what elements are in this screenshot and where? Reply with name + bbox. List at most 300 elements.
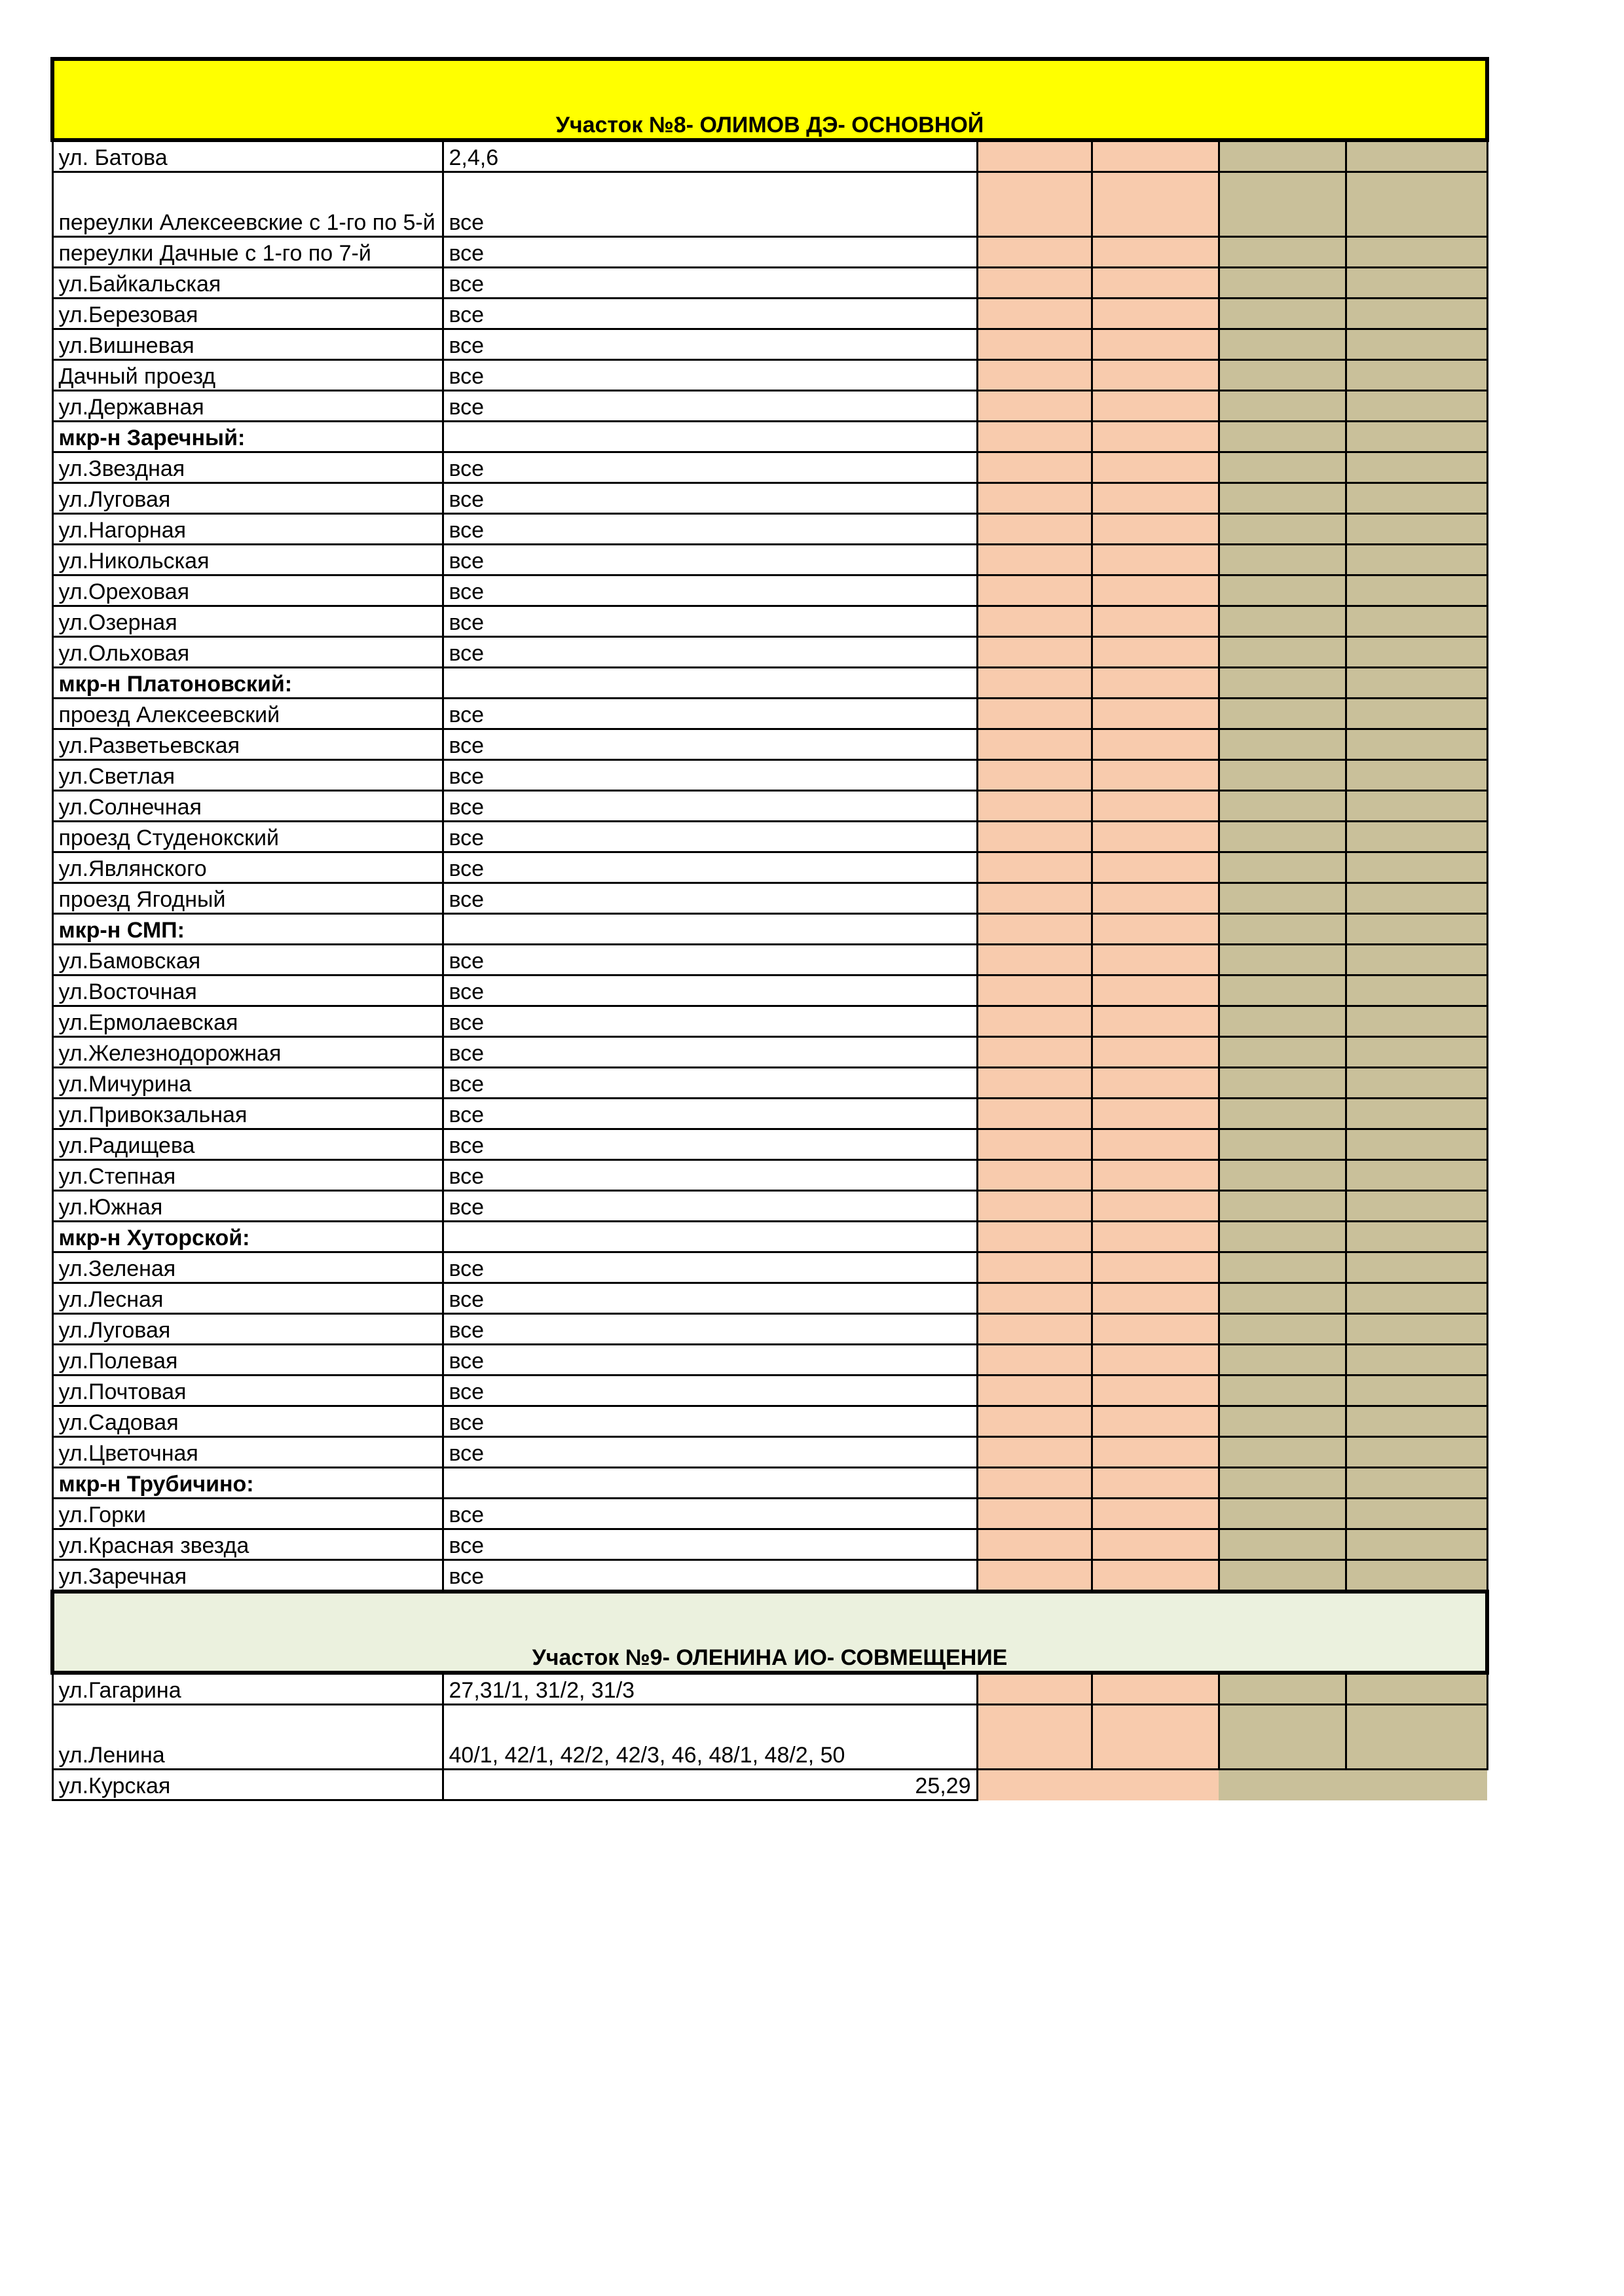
khaki-fill-cell-3 [1219,760,1346,791]
khaki-fill-cell-3 [1219,1129,1346,1160]
salmon-fill-cell-1 [977,237,1092,268]
salmon-fill-cell-2 [1092,1314,1219,1345]
street-name-cell: ул.Солнечная [52,791,443,822]
salmon-fill-cell-1 [977,791,1092,822]
street-name-cell: ул. Батова [52,140,443,172]
salmon-fill-cell-1 [977,1099,1092,1129]
house-numbers-cell: все [443,483,977,514]
khaki-fill-cell-4 [1346,791,1487,822]
khaki-fill-cell-3 [1219,422,1346,452]
salmon-fill-cell-1 [977,945,1092,975]
khaki-fill-cell-3 [1219,1705,1346,1770]
khaki-fill-cell-3 [1219,483,1346,514]
salmon-fill-cell-2 [1092,1129,1219,1160]
street-name-cell: ул.Разветьевская [52,729,443,760]
khaki-fill-cell-4 [1346,1770,1487,1800]
khaki-fill-cell-4 [1346,1705,1487,1770]
khaki-fill-cell-4 [1346,172,1487,237]
street-row [52,1437,1487,1468]
khaki-fill-cell-3 [1219,299,1346,329]
salmon-fill-cell-1 [977,268,1092,299]
street-row [52,452,1487,483]
salmon-fill-cell-1 [977,883,1092,914]
house-numbers-cell: все [443,452,977,483]
street-name-cell: ул.Являнского [52,852,443,883]
house-numbers-cell: все [443,545,977,575]
street-row [52,729,1487,760]
salmon-fill-cell-1 [977,545,1092,575]
street-name-cell: ул.Горки [52,1499,443,1529]
salmon-fill-cell-1 [977,1673,1092,1705]
house-numbers-cell: все [443,237,977,268]
salmon-fill-cell-2 [1092,852,1219,883]
house-numbers-cell: 40/1, 42/1, 42/2, 42/3, 46, 48/1, 48/2, 50 [443,1705,977,1770]
street-name-cell: ул.Лесная [52,1283,443,1314]
khaki-fill-cell-4 [1346,329,1487,360]
khaki-fill-cell-4 [1346,299,1487,329]
salmon-fill-cell-2 [1092,1345,1219,1376]
khaki-fill-cell-4 [1346,1345,1487,1376]
khaki-fill-cell-3 [1219,1406,1346,1437]
house-numbers-cell: все [443,1191,977,1222]
salmon-fill-cell-2 [1092,1222,1219,1252]
street-row [52,1068,1487,1099]
district-row [52,1468,1487,1499]
salmon-fill-cell-1 [977,575,1092,606]
salmon-fill-cell-2 [1092,360,1219,391]
salmon-fill-cell-2 [1092,299,1219,329]
salmon-fill-cell-1 [977,1345,1092,1376]
salmon-fill-cell-1 [977,391,1092,422]
house-numbers-cell: все [443,1560,977,1592]
khaki-fill-cell-4 [1346,975,1487,1006]
district-name-cell: мкр-н СМП: [52,914,443,945]
salmon-fill-cell-1 [977,452,1092,483]
house-numbers-cell: все [443,1129,977,1160]
street-name-cell: ул.Южная [52,1191,443,1222]
house-numbers-cell: все [443,1499,977,1529]
street-row [52,1673,1487,1705]
street-row [52,1406,1487,1437]
street-row [52,699,1487,729]
house-numbers-cell: все [443,360,977,391]
street-name-cell: ул.Зеленая [52,1252,443,1283]
salmon-fill-cell-2 [1092,1160,1219,1191]
salmon-fill-cell-2 [1092,791,1219,822]
khaki-fill-cell-3 [1219,172,1346,237]
salmon-fill-cell-2 [1092,637,1219,668]
khaki-fill-cell-3 [1219,729,1346,760]
salmon-fill-cell-2 [1092,1006,1219,1037]
salmon-fill-cell-1 [977,975,1092,1006]
salmon-fill-cell-2 [1092,822,1219,852]
street-name-cell: ул.Заречная [52,1560,443,1592]
khaki-fill-cell-4 [1346,1437,1487,1468]
house-numbers-cell: все [443,268,977,299]
house-numbers-cell: все [443,1068,977,1099]
salmon-fill-cell-1 [977,1376,1092,1406]
khaki-fill-cell-4 [1346,1529,1487,1560]
house-numbers-cell: все [443,329,977,360]
street-name-cell: ул.Цветочная [52,1437,443,1468]
street-name-cell: ул.Ореховая [52,575,443,606]
khaki-fill-cell-4 [1346,391,1487,422]
salmon-fill-cell-1 [977,852,1092,883]
khaki-fill-cell-4 [1346,914,1487,945]
khaki-fill-cell-4 [1346,637,1487,668]
khaki-fill-cell-4 [1346,606,1487,637]
section-title: Участок №9- ОЛЕНИНА ИО- СОВМЕЩЕНИЕ [52,1592,1487,1673]
salmon-fill-cell-1 [977,1283,1092,1314]
house-numbers-cell: все [443,852,977,883]
khaki-fill-cell-3 [1219,1252,1346,1283]
house-numbers-cell: все [443,606,977,637]
street-row [52,140,1487,172]
salmon-fill-cell-1 [977,699,1092,729]
khaki-fill-cell-3 [1219,1376,1346,1406]
house-numbers-cell: 25,29 [443,1770,977,1800]
street-row [52,268,1487,299]
khaki-fill-cell-4 [1346,452,1487,483]
street-name-cell: ул.Почтовая [52,1376,443,1406]
street-name-cell: ул.Луговая [52,1314,443,1345]
street-name-cell: ул.Мичурина [52,1068,443,1099]
khaki-fill-cell-3 [1219,699,1346,729]
salmon-fill-cell-2 [1092,945,1219,975]
address-table-body [52,59,1487,1800]
house-numbers-cell: 27,31/1, 31/2, 31/3 [443,1673,977,1705]
khaki-fill-cell-3 [1219,1222,1346,1252]
street-name-cell: ул.Красная звезда [52,1529,443,1560]
salmon-fill-cell-2 [1092,668,1219,699]
house-numbers-cell: все [443,1376,977,1406]
section-header-row [52,59,1487,140]
salmon-fill-cell-1 [977,1468,1092,1499]
house-numbers-cell: все [443,975,977,1006]
salmon-fill-cell-1 [977,1499,1092,1529]
salmon-fill-cell-1 [977,1068,1092,1099]
salmon-fill-cell-2 [1092,140,1219,172]
khaki-fill-cell-3 [1219,822,1346,852]
salmon-fill-cell-2 [1092,391,1219,422]
street-name-cell: ул.Ленина [52,1705,443,1770]
street-row [52,883,1487,914]
street-name-cell: ул.Ермолаевская [52,1006,443,1037]
khaki-fill-cell-4 [1346,1068,1487,1099]
house-numbers-cell: все [443,1099,977,1129]
street-row [52,391,1487,422]
khaki-fill-cell-4 [1346,514,1487,545]
street-row [52,1252,1487,1283]
house-numbers-cell: все [443,1529,977,1560]
street-row [52,1529,1487,1560]
khaki-fill-cell-3 [1219,883,1346,914]
salmon-fill-cell-1 [977,914,1092,945]
khaki-fill-cell-4 [1346,760,1487,791]
salmon-fill-cell-2 [1092,237,1219,268]
house-numbers-cell [443,1468,977,1499]
street-row [52,172,1487,237]
salmon-fill-cell-1 [977,1705,1092,1770]
street-name-cell: проезд Алексеевский [52,699,443,729]
khaki-fill-cell-3 [1219,391,1346,422]
salmon-fill-cell-2 [1092,1529,1219,1560]
house-numbers-cell: все [443,637,977,668]
house-numbers-cell: все [443,299,977,329]
district-row [52,668,1487,699]
khaki-fill-cell-4 [1346,1560,1487,1592]
street-row [52,1037,1487,1068]
street-name-cell: ул.Привокзальная [52,1099,443,1129]
khaki-fill-cell-4 [1346,1673,1487,1705]
street-row [52,299,1487,329]
salmon-fill-cell-2 [1092,483,1219,514]
salmon-fill-cell-1 [977,514,1092,545]
salmon-fill-cell-1 [977,1437,1092,1468]
street-row [52,791,1487,822]
salmon-fill-cell-1 [977,606,1092,637]
salmon-fill-cell-2 [1092,514,1219,545]
street-name-cell: проезд Ягодный [52,883,443,914]
street-name-cell: ул.Гагарина [52,1673,443,1705]
street-name-cell: ул.Байкальская [52,268,443,299]
khaki-fill-cell-3 [1219,1468,1346,1499]
salmon-fill-cell-1 [977,729,1092,760]
house-numbers-cell: все [443,1283,977,1314]
street-row [52,637,1487,668]
district-name-cell: мкр-н Заречный: [52,422,443,452]
salmon-fill-cell-2 [1092,172,1219,237]
house-numbers-cell: все [443,729,977,760]
house-numbers-cell: все [443,1037,977,1068]
khaki-fill-cell-4 [1346,1314,1487,1345]
khaki-fill-cell-3 [1219,545,1346,575]
street-name-cell: переулки Алексеевские с 1-го по 5-й [52,172,443,237]
house-numbers-cell: все [443,1252,977,1283]
salmon-fill-cell-1 [977,637,1092,668]
salmon-fill-cell-1 [977,1770,1092,1800]
house-numbers-cell: все [443,791,977,822]
street-name-cell: ул.Садовая [52,1406,443,1437]
salmon-fill-cell-2 [1092,760,1219,791]
salmon-fill-cell-2 [1092,914,1219,945]
khaki-fill-cell-3 [1219,1283,1346,1314]
street-row [52,822,1487,852]
street-row [52,1006,1487,1037]
salmon-fill-cell-2 [1092,606,1219,637]
khaki-fill-cell-3 [1219,452,1346,483]
street-row [52,1705,1487,1770]
khaki-fill-cell-3 [1219,1191,1346,1222]
salmon-fill-cell-2 [1092,545,1219,575]
salmon-fill-cell-1 [977,1191,1092,1222]
street-row [52,360,1487,391]
salmon-fill-cell-1 [977,483,1092,514]
salmon-fill-cell-1 [977,1314,1092,1345]
khaki-fill-cell-3 [1219,914,1346,945]
street-name-cell: ул.Никольская [52,545,443,575]
salmon-fill-cell-1 [977,1037,1092,1068]
salmon-fill-cell-2 [1092,1673,1219,1705]
salmon-fill-cell-2 [1092,699,1219,729]
section-header-row [52,1592,1487,1673]
khaki-fill-cell-3 [1219,606,1346,637]
khaki-fill-cell-3 [1219,791,1346,822]
house-numbers-cell: все [443,575,977,606]
salmon-fill-cell-2 [1092,575,1219,606]
khaki-fill-cell-4 [1346,1037,1487,1068]
salmon-fill-cell-1 [977,668,1092,699]
street-row [52,575,1487,606]
street-row [52,1499,1487,1529]
street-name-cell: ул.Ольховая [52,637,443,668]
street-name-cell: ул.Державная [52,391,443,422]
salmon-fill-cell-2 [1092,1037,1219,1068]
khaki-fill-cell-4 [1346,668,1487,699]
khaki-fill-cell-4 [1346,422,1487,452]
house-numbers-cell: все [443,391,977,422]
street-row [52,1160,1487,1191]
khaki-fill-cell-3 [1219,1006,1346,1037]
salmon-fill-cell-1 [977,1129,1092,1160]
salmon-fill-cell-2 [1092,1068,1219,1099]
house-numbers-cell: все [443,172,977,237]
street-name-cell: ул.Луговая [52,483,443,514]
khaki-fill-cell-3 [1219,1673,1346,1705]
salmon-fill-cell-2 [1092,975,1219,1006]
house-numbers-cell: все [443,1160,977,1191]
street-name-cell: ул.Степная [52,1160,443,1191]
khaki-fill-cell-4 [1346,883,1487,914]
address-table [50,57,1489,1801]
street-name-cell: ул.Озерная [52,606,443,637]
house-numbers-cell: все [443,883,977,914]
salmon-fill-cell-1 [977,299,1092,329]
house-numbers-cell [443,1222,977,1252]
khaki-fill-cell-4 [1346,1129,1487,1160]
street-row [52,1283,1487,1314]
salmon-fill-cell-1 [977,329,1092,360]
salmon-fill-cell-1 [977,140,1092,172]
salmon-fill-cell-2 [1092,883,1219,914]
house-numbers-cell: 2,4,6 [443,140,977,172]
street-name-cell: ул.Светлая [52,760,443,791]
house-numbers-cell: все [443,822,977,852]
khaki-fill-cell-3 [1219,237,1346,268]
salmon-fill-cell-2 [1092,1376,1219,1406]
house-numbers-cell [443,422,977,452]
salmon-fill-cell-1 [977,1222,1092,1252]
khaki-fill-cell-3 [1219,268,1346,299]
district-row [52,422,1487,452]
khaki-fill-cell-3 [1219,360,1346,391]
khaki-fill-cell-4 [1346,1252,1487,1283]
house-numbers-cell: все [443,1345,977,1376]
salmon-fill-cell-2 [1092,1191,1219,1222]
salmon-fill-cell-2 [1092,1437,1219,1468]
khaki-fill-cell-3 [1219,637,1346,668]
salmon-fill-cell-2 [1092,422,1219,452]
khaki-fill-cell-3 [1219,1160,1346,1191]
district-name-cell: мкр-н Трубичино: [52,1468,443,1499]
salmon-fill-cell-2 [1092,1499,1219,1529]
street-row [52,606,1487,637]
khaki-fill-cell-3 [1219,1037,1346,1068]
salmon-fill-cell-2 [1092,452,1219,483]
street-row [52,1345,1487,1376]
salmon-fill-cell-2 [1092,729,1219,760]
street-row [52,945,1487,975]
salmon-fill-cell-2 [1092,268,1219,299]
salmon-fill-cell-2 [1092,1099,1219,1129]
khaki-fill-cell-4 [1346,237,1487,268]
salmon-fill-cell-1 [977,1252,1092,1283]
house-numbers-cell: все [443,514,977,545]
street-row [52,483,1487,514]
salmon-fill-cell-2 [1092,1468,1219,1499]
salmon-fill-cell-2 [1092,1770,1219,1800]
salmon-fill-cell-1 [977,1406,1092,1437]
street-name-cell: ул.Полевая [52,1345,443,1376]
district-row [52,1222,1487,1252]
street-row [52,329,1487,360]
street-row [52,237,1487,268]
khaki-fill-cell-4 [1346,1499,1487,1529]
khaki-fill-cell-4 [1346,1468,1487,1499]
house-numbers-cell: все [443,760,977,791]
street-row [52,1560,1487,1592]
street-name-cell: ул.Звездная [52,452,443,483]
khaki-fill-cell-3 [1219,514,1346,545]
khaki-fill-cell-4 [1346,483,1487,514]
khaki-fill-cell-3 [1219,852,1346,883]
khaki-fill-cell-4 [1346,1006,1487,1037]
house-numbers-cell: все [443,945,977,975]
salmon-fill-cell-2 [1092,1705,1219,1770]
khaki-fill-cell-4 [1346,729,1487,760]
khaki-fill-cell-3 [1219,1499,1346,1529]
khaki-fill-cell-3 [1219,1529,1346,1560]
khaki-fill-cell-3 [1219,668,1346,699]
khaki-fill-cell-4 [1346,699,1487,729]
district-name-cell: мкр-н Платоновский: [52,668,443,699]
street-row [52,760,1487,791]
khaki-fill-cell-4 [1346,140,1487,172]
house-numbers-cell [443,668,977,699]
khaki-fill-cell-4 [1346,268,1487,299]
khaki-fill-cell-3 [1219,975,1346,1006]
street-row [52,1314,1487,1345]
khaki-fill-cell-4 [1346,575,1487,606]
salmon-fill-cell-2 [1092,1252,1219,1283]
street-name-cell: ул.Бамовская [52,945,443,975]
street-row [52,852,1487,883]
khaki-fill-cell-4 [1346,1222,1487,1252]
salmon-fill-cell-1 [977,1529,1092,1560]
street-name-cell: ул.Радищева [52,1129,443,1160]
street-row [52,1099,1487,1129]
district-name-cell: мкр-н Хуторской: [52,1222,443,1252]
khaki-fill-cell-4 [1346,1191,1487,1222]
street-name-cell: ул.Восточная [52,975,443,1006]
khaki-fill-cell-3 [1219,1099,1346,1129]
khaki-fill-cell-4 [1346,360,1487,391]
salmon-fill-cell-1 [977,1560,1092,1592]
khaki-fill-cell-4 [1346,1376,1487,1406]
khaki-fill-cell-4 [1346,545,1487,575]
house-numbers-cell: все [443,1437,977,1468]
khaki-fill-cell-3 [1219,945,1346,975]
